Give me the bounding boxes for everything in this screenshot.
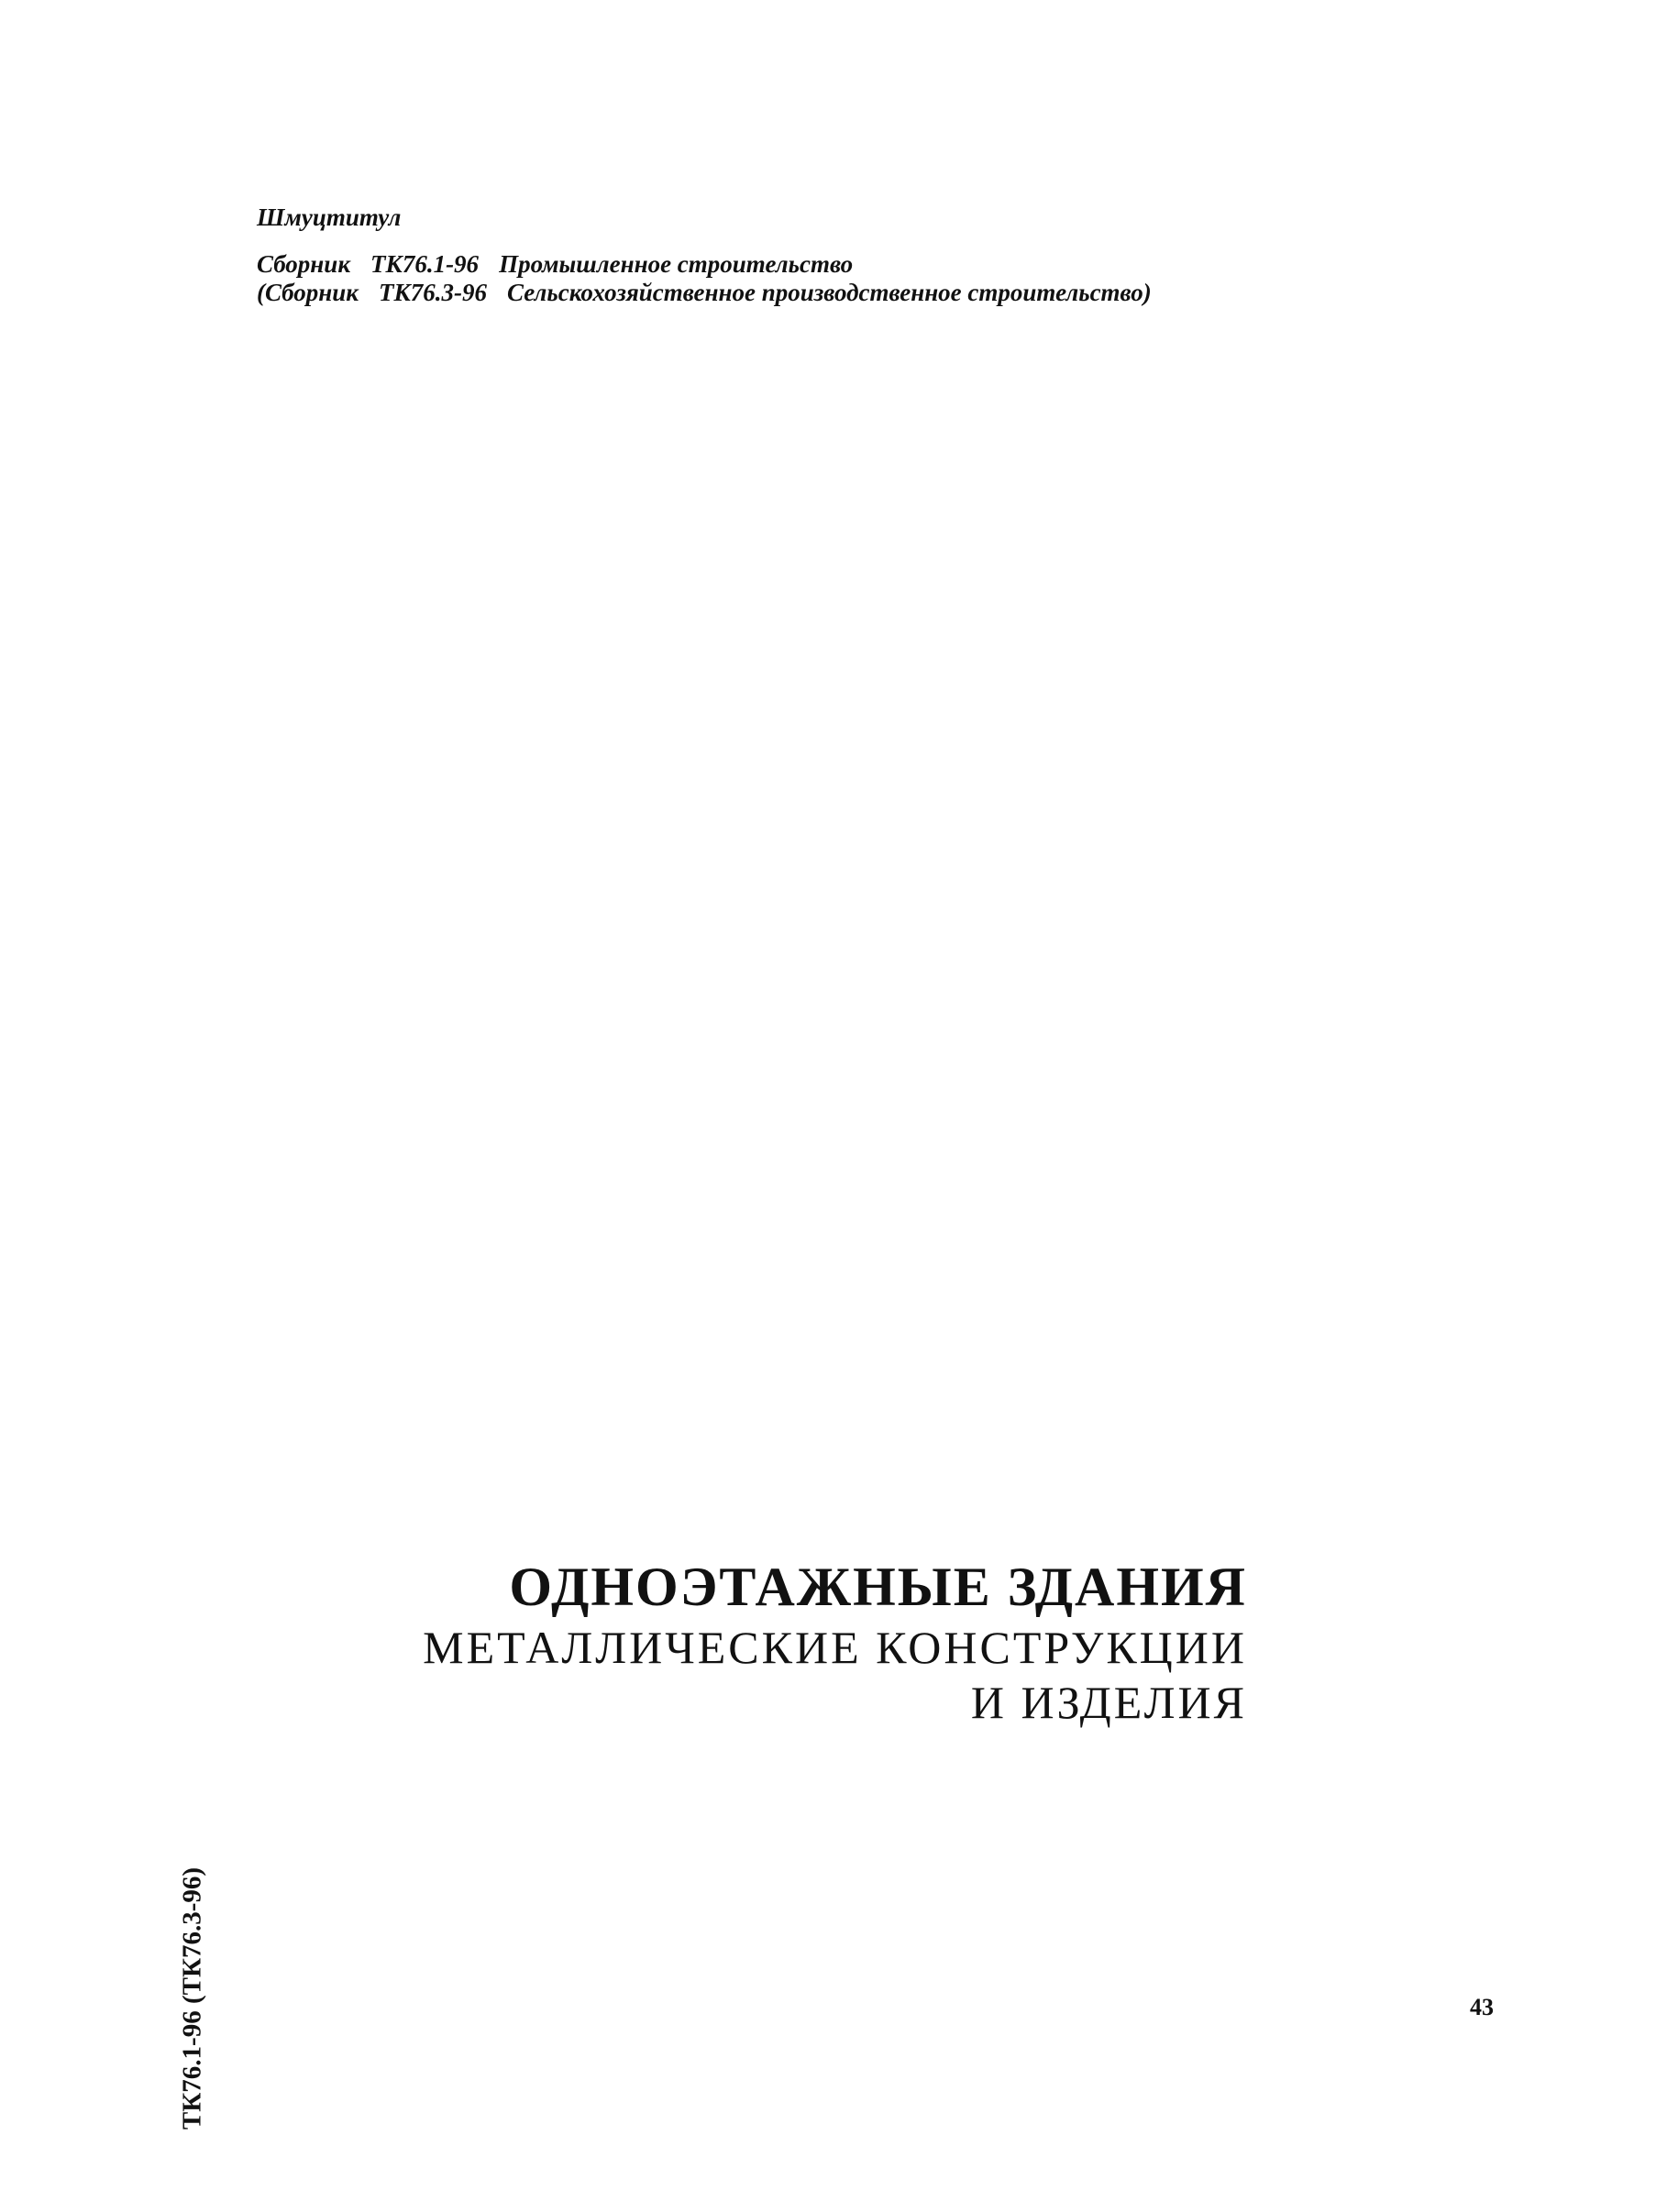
collection-code: ТК76.1-96 [370, 250, 480, 278]
page-number: 43 [1470, 1994, 1494, 2020]
section-title-block [423, 1554, 1247, 1730]
section-subtitle-line-2: И ИЗДЕЛИЯ [970, 1677, 1247, 1728]
half-title-header [257, 204, 1152, 307]
collection-line-industrial [257, 250, 1152, 279]
collection-prefix: Сборник [257, 250, 351, 278]
collection-name: Промышленное строительство [499, 250, 854, 278]
collection-name: Сельскохозяйственное производственное строительство) [507, 279, 1152, 306]
collection-line-agricultural [257, 279, 1152, 307]
section-subtitle-line-1: МЕТАЛЛИЧЕСКИЕ КОНСТРУКЦИИ [423, 1622, 1247, 1673]
collection-code: ТК76.3-96 [379, 279, 488, 306]
section-title: ОДНОЭТАЖНЫЕ ЗДАНИЯ [509, 1557, 1247, 1617]
collection-prefix: (Сборник [257, 279, 359, 306]
half-title-label: Шмуцтитул [257, 204, 402, 231]
spine-code-vertical: ТК76.1-96 (ТК76.3-96) [177, 1866, 207, 2130]
